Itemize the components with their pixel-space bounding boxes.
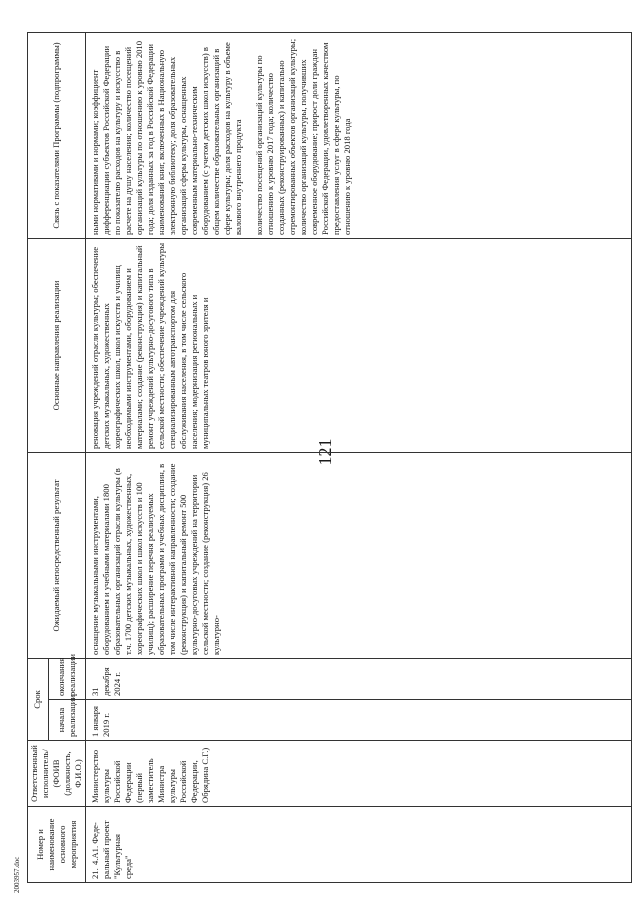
header-links: Связь с показателями Программы (подпрограммы): [28, 32, 86, 238]
cell-end: 31 декабря 2024 г.: [86, 658, 632, 699]
document-id: 2003957.doc: [13, 856, 21, 893]
cell-expected-result: оснащение музыкальными инструментами, оборудованием и учебными материалами 1800 образовательных организаций отрасли культуры (в т.ч. 1700 детских музыкальных, художественных, хореографических школ и школ искусств и 100 училищ); расширение перечня реализуемых образовательных программ и учебных дисциплин, в том числе интерактивной направленности; создание (реконструкция) и капитальный ремонт 500 культурно-досуговых учреждений на территории сельской местности; создание (реконструкция) 26 культурно-: [86, 452, 632, 658]
program-table: [27, 32, 632, 883]
row-number: 21.: [90, 868, 100, 879]
cell-num-name: [86, 807, 632, 883]
program-table-rotated: [27, 33, 607, 883]
header-start: начала реализации: [48, 700, 85, 741]
header-num-name: Номер и наименование основного мероприятия: [28, 807, 86, 883]
links-text-a: ными нормативами и нормами; коэффициент дифференциации субъектов Российской Федерации по показателю расходов на культуру и искусство в расчете на душу населения; количество посещений организаций культуры по отношению к уровню 2010 года; доля изданных за год в Российской Федерации наименований книг, включенных в Национальную электронную библиотеку; доля образовательных организаций сферы культуры, оснащенных современным материально-техническим оборудованием (с учетом детских школ искусств) в общем количестве образовательных организаций в сфере культуры; доля расходов на культуру в объеме валового внутреннего продукта: [90, 40, 243, 235]
cell-directions: реновация учреждений отрасли культуры; обеспечение детских музыкальных, художественных хореографических школ, школ искусств и училищ необходимыми инструментами, оборудованием и материалами; создание (реконструкция) и капитальный ремонт учреждений культурно-досугового типа в сельской местности; обеспечение учреждений культуры специализированным автотранспортом для обслуживания населения, в том числе сельского населения; модернизация региональных и муниципальных театров юного зрителя и: [86, 238, 632, 452]
header-term: Срок: [28, 658, 49, 740]
cell-responsible: Министерство культуры Российской Федерации (первый заместитель Министра культуры Российской Федерации, Обрядина С.Г.): [86, 741, 632, 807]
header-responsible: Ответственный исполнитель/ (ФОИВ (должность, Ф.И.О.): [28, 741, 86, 807]
header-directions: Основные направления реализации: [28, 238, 86, 452]
page-number: 121: [315, 438, 335, 466]
cell-links: [86, 32, 632, 238]
cell-start: 1 января 2019 г.: [86, 700, 632, 741]
header-expected-result: Ожидаемый непосредственный результат: [28, 452, 86, 658]
header-end: окончания реализации: [48, 658, 85, 699]
links-text-b: количество посещений организаций культуры по отношению к уровню 2017 года; количество созданных (реконструированных) и капитально отремонтированных объектов организаций культуры; количество организаций культуры, получивших современное оборудование; прирост доли граждан Российской Федерации, удовлетворенных качеством предоставления услуг в сфере культуры, по отношению к уровню 2018 года: [254, 38, 352, 235]
table-row: [86, 32, 632, 882]
row-name: 4.А1. Феде-ральный проект "Культурная среда": [90, 820, 133, 879]
